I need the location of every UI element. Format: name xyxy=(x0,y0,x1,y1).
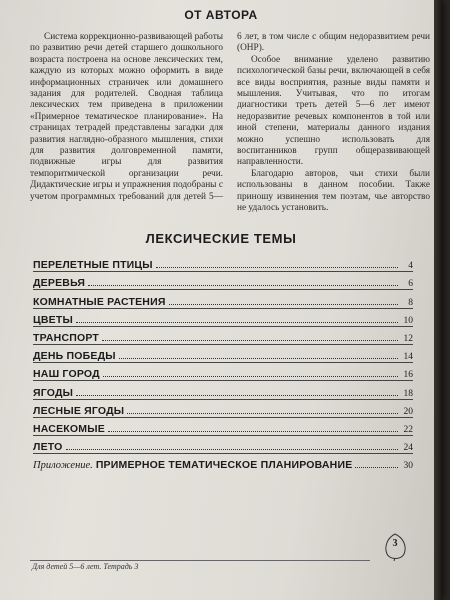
toc-item-page: 14 xyxy=(403,352,413,363)
author-paragraph: Особое внимание уделено развитию психологической базы речи, включающей в себя все виды восприятия, разные виды памяти и мышления. Учитывая, что по итогам диагностики треть детей 5—6 лет имеют недоразвитие речевых компонентов в той или иной степени, материалы данного издания можно успешно использовать для воспитанников групп общеразвивающей направленности. xyxy=(237,54,430,168)
page-title: ОТ АВТОРА xyxy=(184,8,258,22)
table-of-contents xyxy=(33,253,413,471)
toc-item[interactable] xyxy=(33,399,413,417)
toc-leader xyxy=(108,431,398,432)
toc-appendix-prefix: Приложение. xyxy=(33,460,93,472)
toc-item[interactable] xyxy=(33,271,413,289)
toc-item[interactable] xyxy=(33,344,413,362)
toc-item-label: КОМНАТНЫЕ РАСТЕНИЯ xyxy=(33,295,166,308)
footer-text: Для детей 5—6 лет. Тетрадь 3 xyxy=(32,562,139,571)
toc-item[interactable] xyxy=(33,308,413,326)
toc-item-page: 20 xyxy=(403,406,413,417)
toc-leader xyxy=(66,449,399,450)
toc-item[interactable] xyxy=(33,380,413,398)
toc-leader xyxy=(76,395,398,396)
toc-item-page: 8 xyxy=(408,297,413,308)
toc-item[interactable] xyxy=(33,326,413,344)
toc-item-page: 18 xyxy=(403,388,413,399)
toc-leader xyxy=(156,267,398,268)
toc-leader xyxy=(355,467,398,468)
toc-leader xyxy=(103,376,398,377)
toc-item[interactable] xyxy=(33,417,413,435)
toc-item-page: 24 xyxy=(403,443,413,454)
author-paragraph: Благодарю авторов, чьи стихи были использованы в данном пособии. Также приношу извинения тем поэтам, чье авторство не удалось установить. xyxy=(237,168,430,214)
page-edge xyxy=(434,0,442,600)
toc-leader xyxy=(127,413,398,414)
toc-item[interactable] xyxy=(33,362,413,380)
toc-item-page: 16 xyxy=(403,370,413,381)
toc-leader xyxy=(88,285,398,286)
toc-item-label: НАШ ГОРОД xyxy=(33,368,100,381)
toc-item-label: ТРАНСПОРТ xyxy=(33,331,100,344)
toc-appendix-page: 30 xyxy=(403,461,413,472)
toc-item-label: ЯГОДЫ xyxy=(33,386,74,399)
toc-appendix-item[interactable] xyxy=(33,453,413,471)
toc-appendix-label: ПРИМЕРНОЕ ТЕМАТИЧЕСКОЕ ПЛАНИРОВАНИЕ xyxy=(95,459,353,472)
toc-item-label: НАСЕКОМЫЕ xyxy=(33,422,105,435)
toc-item-label: ЦВЕТЫ xyxy=(33,313,73,326)
author-paragraph: Система коррекционно-развивающей работы по развитию речи детей старшего дошкольного возраста построена на основе лексических тем, каждую из которых можно оформить в виде информационных страничек или домашнего задания для родителей. Сводная таблица лексических тем приведена в приложении «Примерное тематическое планирование». На страницах тетрадей представлены загадки для развития наглядно-образного мышления, стихи для развития долговременной памяти, подвижные игры для развития темпоритмической организации речи. Дидактические игры и упражнения подобраны с учетом программных требований для детей 5—6 лет, в том числе с общим недоразвитием речи (ОНР). xyxy=(30,32,430,202)
toc-item-page: 4 xyxy=(408,261,413,272)
footer-divider xyxy=(30,560,370,561)
toc-item-page: 10 xyxy=(403,315,413,326)
toc-leader xyxy=(76,322,398,323)
toc-item-page: 22 xyxy=(403,424,413,435)
toc-item[interactable] xyxy=(33,289,413,307)
toc-item[interactable] xyxy=(33,253,413,271)
toc-item-page: 12 xyxy=(403,333,413,344)
toc-leader xyxy=(119,358,398,359)
author-text xyxy=(30,32,430,242)
toc-item-label: ДЕНЬ ПОБЕДЫ xyxy=(33,350,116,363)
toc-item-label: ДЕРЕВЬЯ xyxy=(33,277,86,290)
toc-item-label: ПЕРЕЛЕТНЫЕ ПТИЦЫ xyxy=(33,259,153,272)
toc-title: ЛЕКСИЧЕСКИЕ ТЕМЫ xyxy=(145,231,297,246)
page-header xyxy=(0,0,442,30)
page-number: 3 xyxy=(392,538,398,549)
toc-leader xyxy=(102,340,398,341)
toc-item-label: ЛЕТО xyxy=(33,441,63,454)
toc-item-label: ЛЕСНЫЕ ЯГОДЫ xyxy=(33,404,125,417)
toc-leader xyxy=(169,304,398,305)
toc-item-page: 6 xyxy=(408,279,413,290)
toc-item[interactable] xyxy=(33,435,413,453)
